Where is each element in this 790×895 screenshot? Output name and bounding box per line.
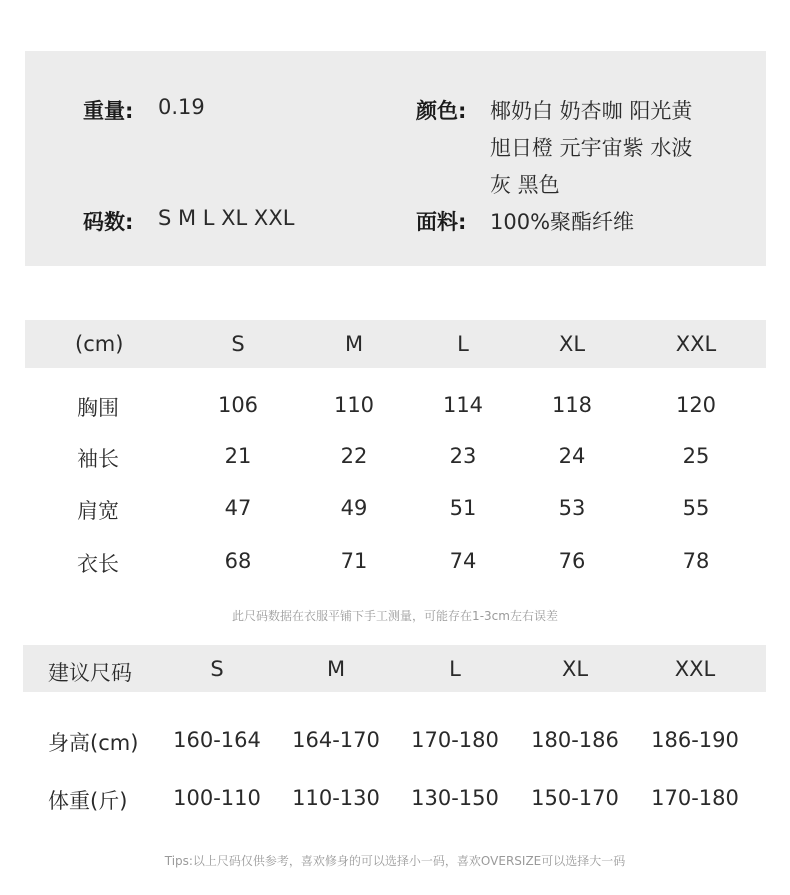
color-label: 颜色:: [416, 99, 467, 123]
measure-cell: 55: [682, 496, 710, 520]
measure-cell: 78: [682, 549, 710, 573]
recommend-table-header: [23, 645, 766, 692]
fabric-value: 100%聚酯纤维: [490, 210, 635, 234]
recommend-cell: 170-180: [651, 786, 739, 810]
recommend-cell: 170-180: [411, 728, 499, 752]
weight-label: 重量:: [83, 99, 134, 123]
measure-row-label: 肩宽: [77, 499, 119, 523]
size-value: S M L XL XXL: [158, 206, 295, 230]
measure-cell: 71: [340, 549, 368, 573]
size-tips: Tips:以上尺码仅供参考，喜欢修身的可以选择小一码，喜欢OVERSIZE可以选择大一码: [164, 854, 626, 868]
measure-cell: 24: [558, 444, 586, 468]
measure-cell: 51: [449, 496, 477, 520]
measure-cell: 74: [449, 549, 477, 573]
measure-col-header: XXL: [675, 332, 717, 356]
measure-note: 此尺码数据在衣服平铺下手工测量，可能存在1-3cm左右误差: [232, 609, 558, 623]
fabric-label: 面料:: [416, 210, 467, 234]
measure-cell: 118: [551, 393, 593, 417]
measure-cell: 76: [558, 549, 586, 573]
recommend-cell: 164-170: [292, 728, 380, 752]
measure-col-header: L: [457, 332, 469, 356]
measure-cell: 106: [217, 393, 259, 417]
color-line-1: 椰奶白 奶杏咖 阳光黄: [490, 99, 693, 123]
measure-row-label: 胸围: [77, 396, 119, 420]
measure-col-header: XL: [558, 332, 586, 356]
recommend-cell: 160-164: [173, 728, 261, 752]
color-line-3: 灰 黑色: [490, 173, 560, 197]
measure-row-label: 衣长: [77, 552, 119, 576]
recommend-col-header: L: [449, 657, 461, 681]
color-line-2: 旭日橙 元宇宙紫 水波: [490, 136, 693, 160]
measure-cell: 21: [224, 444, 252, 468]
recommend-col-header: S: [210, 657, 224, 681]
measure-col-header: M: [344, 332, 364, 356]
recommend-row-label: 身高(cm): [48, 731, 139, 755]
measure-cell: 49: [340, 496, 368, 520]
measure-row-label: 袖长: [77, 447, 119, 471]
recommend-cell: 180-186: [531, 728, 619, 752]
measure-cell: 22: [340, 444, 368, 468]
measure-cell: 110: [333, 393, 375, 417]
recommend-cell: 100-110: [173, 786, 261, 810]
size-label: 码数:: [83, 210, 134, 234]
measure-cell: 120: [675, 393, 717, 417]
recommend-cell: 186-190: [651, 728, 739, 752]
unit-header: (cm): [75, 332, 124, 356]
recommend-cell: 130-150: [411, 786, 499, 810]
weight-value: 0.19: [158, 95, 205, 119]
recommend-row-label: 体重(斤): [48, 789, 128, 813]
measure-cell: 47: [224, 496, 252, 520]
recommend-col-header: XL: [561, 657, 589, 681]
measure-cell: 23: [449, 444, 477, 468]
recommend-col-header: XXL: [674, 657, 716, 681]
recommend-cell: 110-130: [292, 786, 380, 810]
measure-table-header: [25, 320, 766, 368]
measure-cell: 25: [682, 444, 710, 468]
recommend-header-label: 建议尺码: [48, 661, 132, 685]
recommend-cell: 150-170: [531, 786, 619, 810]
measure-cell: 114: [442, 393, 484, 417]
measure-cell: 68: [224, 549, 252, 573]
measure-cell: 53: [558, 496, 586, 520]
recommend-col-header: M: [326, 657, 346, 681]
measure-col-header: S: [231, 332, 245, 356]
